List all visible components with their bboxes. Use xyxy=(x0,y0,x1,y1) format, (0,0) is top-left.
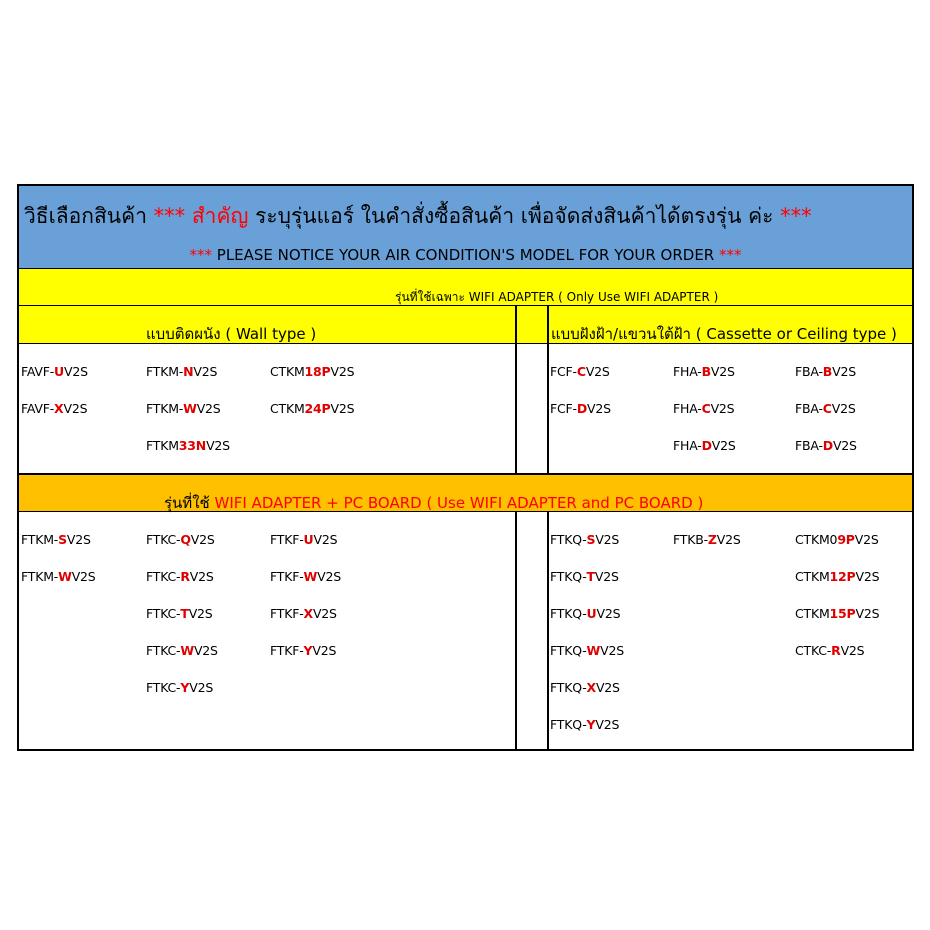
model-code-part: FBA- xyxy=(795,438,823,453)
model-code-part: FTKM- xyxy=(21,569,59,584)
model-code-part: FTKM- xyxy=(21,532,59,547)
model-code-highlight: S xyxy=(58,532,67,547)
model-item xyxy=(673,364,735,379)
subtitle-stars-right: *** xyxy=(719,246,742,264)
model-code-highlight: B xyxy=(822,364,833,379)
model-item xyxy=(270,401,354,416)
model-code-highlight: Y xyxy=(180,680,190,695)
model-code-part: V2S xyxy=(71,569,96,584)
model-code-highlight: Y xyxy=(586,717,596,732)
wifi-pcb-label xyxy=(164,491,703,515)
wifi-pcb-header xyxy=(19,475,912,512)
model-code-highlight: W xyxy=(180,643,194,658)
model-code-part: FTKM xyxy=(146,438,179,453)
model-code-part: FHA- xyxy=(673,364,702,379)
model-code-highlight: U xyxy=(54,364,64,379)
title-text-1: วิธีเลือกสินค้า xyxy=(24,204,154,228)
model-code-highlight: 9P xyxy=(837,532,855,547)
model-code-highlight: S xyxy=(586,532,596,547)
model-code-part: FTKQ- xyxy=(550,680,587,695)
model-item xyxy=(550,680,620,695)
model-code-part: V2S xyxy=(193,364,218,379)
model-code-part: V2S xyxy=(585,364,610,379)
model-code-part: V2S xyxy=(595,717,620,732)
model-code-part: V2S xyxy=(189,680,214,695)
model-item xyxy=(270,606,337,621)
model-code-highlight: 24P xyxy=(304,401,331,416)
model-code-part: FTKC- xyxy=(146,680,181,695)
model-item xyxy=(550,532,619,547)
section-divider xyxy=(19,473,912,475)
title-text-2: ระบุรุ่นแอร์ ในคำสั่งซื้อสินค้า เพื่อจัดส่งสินค้าได้ตรงรุ่น ค่ะ xyxy=(248,204,781,228)
ceiling-type-label: แบบฝังฝ้า/แขวนใต้ฝ้า ( Cassette or Ceiling type ) xyxy=(551,325,897,343)
model-item xyxy=(146,606,213,621)
model-code-highlight: R xyxy=(180,569,190,584)
model-code-part: V2S xyxy=(831,401,856,416)
model-item xyxy=(270,643,336,658)
model-code-part: V2S xyxy=(840,643,865,658)
subtitle-stars-left: *** xyxy=(189,246,212,264)
model-code-highlight: X xyxy=(303,606,313,621)
model-code-part: V2S xyxy=(64,364,88,379)
model-code-highlight: D xyxy=(822,438,833,453)
wifi-only-label: รุ่นที่ใช้เฉพาะ WIFI ADAPTER ( Only Use WIFI ADAPTER ) xyxy=(395,290,719,304)
model-item xyxy=(21,401,87,416)
model-code-part: V2S xyxy=(594,569,619,584)
model-code-highlight: X xyxy=(54,401,64,416)
model-item xyxy=(146,680,213,695)
model-code-part: FTKF- xyxy=(270,606,304,621)
model-item xyxy=(795,569,879,584)
model-code-highlight: D xyxy=(701,438,712,453)
model-code-part: FTKF- xyxy=(270,569,304,584)
model-code-part: V2S xyxy=(595,680,620,695)
model-code-part: V2S xyxy=(596,606,621,621)
model-code-highlight: W xyxy=(586,643,601,658)
model-code-part: V2S xyxy=(855,606,880,621)
model-item xyxy=(21,569,96,584)
model-code-part: FAVF- xyxy=(21,401,55,416)
model-code-highlight: C xyxy=(701,401,711,416)
model-code-part: FTKC- xyxy=(146,569,181,584)
model-code-part: CTKM xyxy=(795,606,830,621)
model-code-part: FTKM- xyxy=(146,401,184,416)
model-code-highlight: Z xyxy=(707,532,717,547)
model-code-part: FTKB- xyxy=(673,532,708,547)
column-divider xyxy=(515,512,517,751)
model-code-part: V2S xyxy=(189,569,214,584)
model-code-part: V2S xyxy=(63,401,88,416)
model-item xyxy=(550,364,610,379)
model-code-part: FCF- xyxy=(550,401,577,416)
model-code-highlight: C xyxy=(576,364,586,379)
model-code-part: CTKM xyxy=(795,569,830,584)
model-code-part: FTKQ- xyxy=(550,643,587,658)
model-code-part: FTKQ- xyxy=(550,569,587,584)
model-code-part: V2S xyxy=(317,569,341,584)
model-item xyxy=(795,401,856,416)
model-code-part: CTKM0 xyxy=(795,532,838,547)
model-code-part: V2S xyxy=(193,643,218,658)
model-item xyxy=(673,438,736,453)
model-code-part: FTKQ- xyxy=(550,717,587,732)
model-code-part: FBA- xyxy=(795,364,823,379)
model-code-part: V2S xyxy=(595,532,620,547)
model-code-part: FAVF- xyxy=(21,364,55,379)
model-item xyxy=(550,643,624,658)
model-code-part: FTKF- xyxy=(270,643,304,658)
model-item xyxy=(146,438,230,453)
page-subtitle xyxy=(19,246,912,264)
model-code-part: V2S xyxy=(587,401,611,416)
model-code-part: V2S xyxy=(196,401,221,416)
model-code-part: V2S xyxy=(832,438,857,453)
model-code-highlight: T xyxy=(586,569,595,584)
model-code-part: FTKQ- xyxy=(550,532,587,547)
model-code-highlight: 12P xyxy=(829,569,856,584)
model-code-part: FTKM- xyxy=(146,364,184,379)
model-code-part: FCF- xyxy=(550,364,577,379)
model-code-part: V2S xyxy=(710,364,735,379)
model-code-highlight: C xyxy=(822,401,832,416)
model-item xyxy=(270,532,337,547)
title-stars-end: *** xyxy=(780,204,812,228)
model-code-part: FBA- xyxy=(795,401,823,416)
model-code-highlight: W xyxy=(303,569,318,584)
model-code-part: V2S xyxy=(716,532,741,547)
model-item xyxy=(673,401,734,416)
model-code-part: V2S xyxy=(190,532,215,547)
model-code-highlight: W xyxy=(58,569,72,584)
model-code-part: V2S xyxy=(66,532,91,547)
model-item xyxy=(21,532,91,547)
model-item xyxy=(550,606,620,621)
model-code-part: FTKF- xyxy=(270,532,304,547)
model-code-highlight: W xyxy=(183,401,197,416)
model-code-part: CTKM xyxy=(270,364,305,379)
model-item xyxy=(795,606,879,621)
model-code-part: V2S xyxy=(312,643,337,658)
model-item xyxy=(146,643,218,658)
subtitle-text: PLEASE NOTICE YOUR AIR CONDITION'S MODEL FOR YOUR ORDER xyxy=(212,246,719,264)
model-code-highlight: N xyxy=(183,364,194,379)
model-item xyxy=(270,569,341,584)
model-code-part: CTKM xyxy=(270,401,305,416)
model-code-part: FTKC- xyxy=(146,643,181,658)
model-code-highlight: R xyxy=(831,643,841,658)
model-code-part: V2S xyxy=(206,438,230,453)
model-code-part: V2S xyxy=(312,606,337,621)
wifi-pcb-label-thai: รุ่นที่ใช้ xyxy=(164,494,215,512)
wifi-only-header xyxy=(19,269,912,306)
model-item xyxy=(270,364,354,379)
model-code-highlight: 33N xyxy=(178,438,207,453)
column-divider xyxy=(547,512,549,751)
model-code-part: V2S xyxy=(710,401,735,416)
model-code-highlight: Y xyxy=(303,643,313,658)
model-code-part: V2S xyxy=(600,643,624,658)
model-code-part: V2S xyxy=(711,438,736,453)
type-subheaders xyxy=(19,306,912,344)
model-code-part: V2S xyxy=(330,364,355,379)
model-code-highlight: B xyxy=(701,364,711,379)
model-item xyxy=(795,438,857,453)
model-item xyxy=(673,532,741,547)
model-code-part: FHA- xyxy=(673,401,702,416)
model-code-part: FTKQ- xyxy=(550,606,587,621)
model-code-highlight: X xyxy=(586,680,596,695)
model-code-highlight: Q xyxy=(180,532,191,547)
page-title xyxy=(24,200,812,233)
model-item xyxy=(146,532,215,547)
model-code-part: V2S xyxy=(832,364,856,379)
model-code-highlight: D xyxy=(576,401,588,416)
model-code-part: V2S xyxy=(313,532,338,547)
model-code-highlight: T xyxy=(180,606,189,621)
model-item xyxy=(795,364,856,379)
model-code-part: CTKC- xyxy=(795,643,832,658)
model-code-highlight: U xyxy=(586,606,597,621)
model-code-part: FHA- xyxy=(673,438,702,453)
model-item xyxy=(550,569,619,584)
model-item xyxy=(21,364,88,379)
model-item xyxy=(550,717,619,732)
model-item xyxy=(550,401,611,416)
model-code-part: V2S xyxy=(854,532,879,547)
model-code-highlight: U xyxy=(303,532,314,547)
model-item xyxy=(146,569,214,584)
model-code-highlight: 18P xyxy=(304,364,331,379)
column-divider xyxy=(547,306,549,475)
title-important: *** สำคัญ xyxy=(153,204,249,228)
model-item xyxy=(146,401,221,416)
model-code-part: FTKC- xyxy=(146,532,181,547)
model-selection-table xyxy=(17,184,914,751)
wifi-pcb-label-en: WIFI ADAPTER + PC BOARD ( Use WIFI ADAPTER and PC BOARD ) xyxy=(214,494,704,512)
title-banner xyxy=(19,186,912,269)
model-code-part: V2S xyxy=(330,401,355,416)
wall-type-label: แบบติดผนัง ( Wall type ) xyxy=(146,325,317,343)
model-code-highlight: 15P xyxy=(829,606,856,621)
model-item xyxy=(146,364,217,379)
column-divider xyxy=(515,306,517,475)
model-item xyxy=(795,532,879,547)
model-item xyxy=(795,643,864,658)
model-code-part: FTKC- xyxy=(146,606,181,621)
model-code-part: V2S xyxy=(188,606,213,621)
model-code-part: V2S xyxy=(855,569,880,584)
